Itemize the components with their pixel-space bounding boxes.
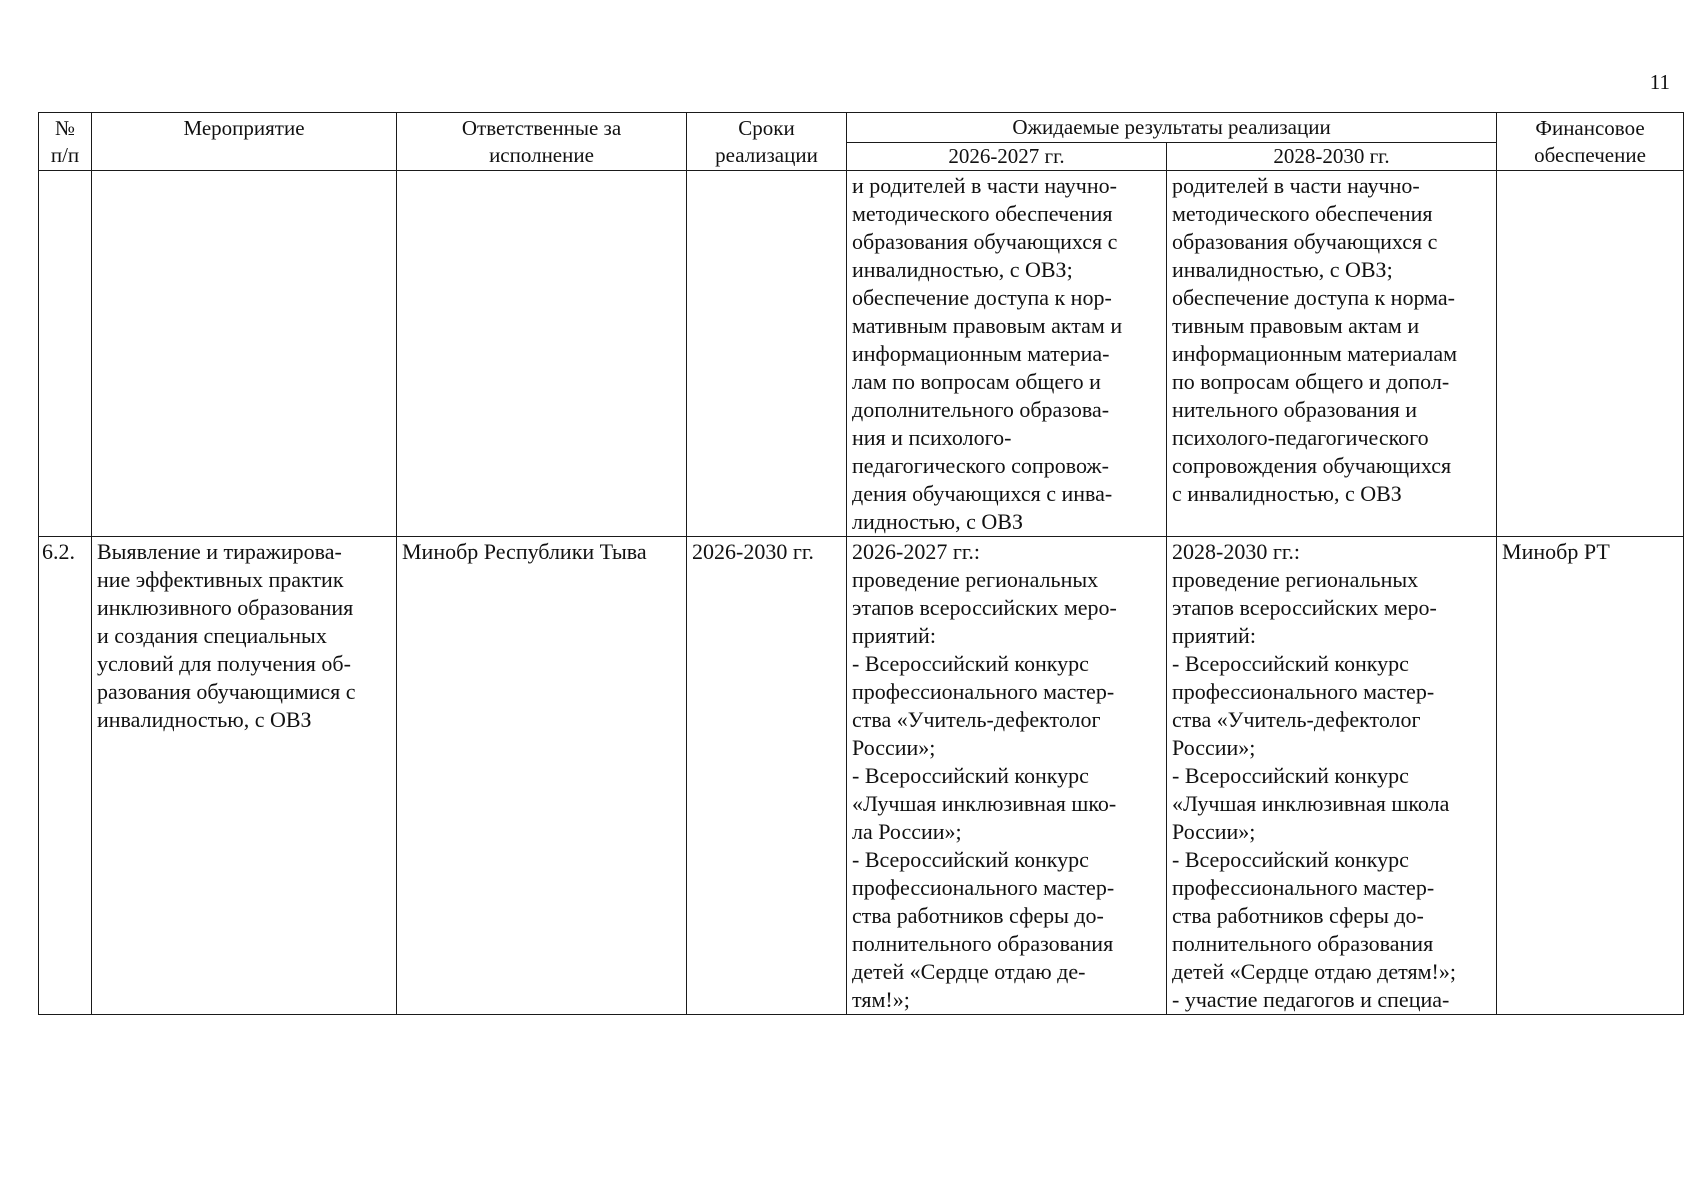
text-line: мативным правовым актам и — [852, 313, 1123, 338]
text-line: дения обучающихся с инва- — [852, 481, 1113, 506]
text-line: - участие педагогов и специа- — [1172, 987, 1450, 1012]
text-line: условий для получения об- — [97, 651, 351, 676]
text-line: образования обучающихся с — [852, 229, 1118, 254]
cell-deadlines-empty — [687, 171, 847, 537]
text-line: - Всероссийский конкурс — [852, 847, 1089, 872]
text-line: - Всероссийский конкурс — [1172, 651, 1409, 676]
text-line: 2028-2030 гг.: — [1172, 539, 1301, 564]
text-line: - Всероссийский конкурс — [852, 651, 1089, 676]
text-line: ние эффективных практик — [97, 567, 344, 592]
cell-results-2028-2030 — [1167, 171, 1497, 537]
text-line: профессионального мастер- — [852, 875, 1115, 900]
header-funding-line: Финансовое — [1535, 115, 1645, 140]
text-line: - Всероссийский конкурс — [852, 763, 1089, 788]
text-line: этапов всероссийских меро- — [852, 595, 1117, 620]
table-header-row — [39, 113, 1684, 143]
cell-responsible-empty — [397, 171, 687, 537]
text-line: разования обучающимися с — [97, 679, 356, 704]
text-line: тям!»; — [852, 987, 910, 1012]
text-line: образования обучающихся с — [1172, 229, 1438, 254]
measures-table — [38, 112, 1684, 1015]
cell-event-empty — [92, 171, 397, 537]
text-line: ства работников сферы до- — [1172, 903, 1424, 928]
text-line: России»; — [852, 735, 936, 760]
text-line: педагогического сопровож- — [852, 453, 1109, 478]
cell-number: 6.2. — [39, 537, 92, 1015]
text-line: детей «Сердце отдаю де- — [852, 959, 1086, 984]
header-number-line: п/п — [50, 142, 80, 167]
cell-event — [92, 537, 397, 1015]
header-deadlines-line: реализации — [715, 142, 818, 167]
text-line: Выявление и тиражирова- — [97, 539, 342, 564]
text-line: нительного образования и — [1172, 397, 1418, 422]
text-line: лидностью, с ОВЗ — [852, 509, 1023, 534]
header-funding-line: обеспечение — [1534, 142, 1646, 167]
header-number-line: № — [54, 115, 76, 140]
text-line: России»; — [1172, 735, 1256, 760]
text-line: методического обеспечения — [852, 201, 1113, 226]
cell-results-2026-2027 — [847, 171, 1167, 537]
text-line: «Лучшая инклюзивная школа — [1172, 791, 1450, 816]
header-event: Мероприятие — [92, 113, 397, 171]
cell-funding: Минобр РТ — [1497, 537, 1684, 1015]
text-line: и родителей в части научно- — [852, 173, 1117, 198]
text-line: сопровождения обучающихся — [1172, 453, 1452, 478]
text-line: полнительного образования — [852, 931, 1114, 956]
text-line: ства работников сферы до- — [852, 903, 1104, 928]
text-line: тивным правовым актам и — [1172, 313, 1420, 338]
header-deadlines-line: Сроки — [738, 115, 795, 140]
cell-responsible: Минобр Республики Тыва — [397, 537, 687, 1015]
text-line: родителей в части научно- — [1172, 173, 1420, 198]
text-line: и создания специальных — [97, 623, 327, 648]
text-line: ства «Учитель-дефектолог — [852, 707, 1101, 732]
text-line: проведение региональных — [852, 567, 1099, 592]
text-line: инвалидностью, с ОВЗ — [97, 707, 312, 732]
text-line: инвалидностью, с ОВЗ; — [852, 257, 1073, 282]
cell-results-2026-2027 — [847, 537, 1167, 1015]
header-expected-results: Ожидаемые результаты реализации — [847, 113, 1497, 143]
text-line: профессионального мастер- — [852, 679, 1115, 704]
header-responsible — [397, 113, 687, 171]
text-line: с инвалидностью, с ОВЗ — [1172, 481, 1402, 506]
page-number: 11 — [1649, 70, 1670, 94]
text-line: ния и психолого- — [852, 425, 1012, 450]
text-line: приятий: — [1172, 623, 1256, 648]
text-line: психолого-педагогического — [1172, 425, 1429, 450]
text-line: «Лучшая инклюзивная шко- — [852, 791, 1117, 816]
text-line: профессионального мастер- — [1172, 679, 1435, 704]
text-line: инвалидностью, с ОВЗ; — [1172, 257, 1393, 282]
text-line: методического обеспечения — [1172, 201, 1433, 226]
text-line: детей «Сердце отдаю детям!»; — [1172, 959, 1456, 984]
text-line: профессионального мастер- — [1172, 875, 1435, 900]
header-period-2026-2027: 2026-2027 гг. — [847, 143, 1167, 171]
text-line: инклюзивного образования — [97, 595, 354, 620]
header-responsible-line: исполнение — [489, 142, 594, 167]
text-line: ства «Учитель-дефектолог — [1172, 707, 1421, 732]
header-deadlines — [687, 113, 847, 171]
text-line: - Всероссийский конкурс — [1172, 763, 1409, 788]
text-line: полнительного образования — [1172, 931, 1434, 956]
text-line: России»; — [1172, 819, 1256, 844]
header-funding — [1497, 113, 1684, 171]
text-line: ла России»; — [852, 819, 962, 844]
text-line: обеспечение доступа к нор- — [852, 285, 1112, 310]
cell-funding-empty — [1497, 171, 1684, 537]
text-line: обеспечение доступа к норма- — [1172, 285, 1455, 310]
text-line: по вопросам общего и допол- — [1172, 369, 1450, 394]
header-period-2028-2030: 2028-2030 гг. — [1167, 143, 1497, 171]
header-responsible-line: Ответственные за — [461, 115, 622, 140]
text-line: информационным материалам — [1172, 341, 1458, 366]
table-row-continuation — [39, 171, 1684, 537]
text-line: проведение региональных — [1172, 567, 1419, 592]
cell-deadlines: 2026-2030 гг. — [687, 537, 847, 1015]
text-line: приятий: — [852, 623, 936, 648]
header-number — [39, 113, 92, 171]
cell-results-2028-2030 — [1167, 537, 1497, 1015]
text-line: лам по вопросам общего и — [852, 369, 1101, 394]
text-line: дополнительного образова- — [852, 397, 1110, 422]
text-line: - Всероссийский конкурс — [1172, 847, 1409, 872]
table-row-6-2 — [39, 537, 1684, 1015]
cell-number-empty — [39, 171, 92, 537]
text-line: этапов всероссийских меро- — [1172, 595, 1437, 620]
text-line: 2026-2027 гг.: — [852, 539, 981, 564]
text-line: информационным материа- — [852, 341, 1110, 366]
